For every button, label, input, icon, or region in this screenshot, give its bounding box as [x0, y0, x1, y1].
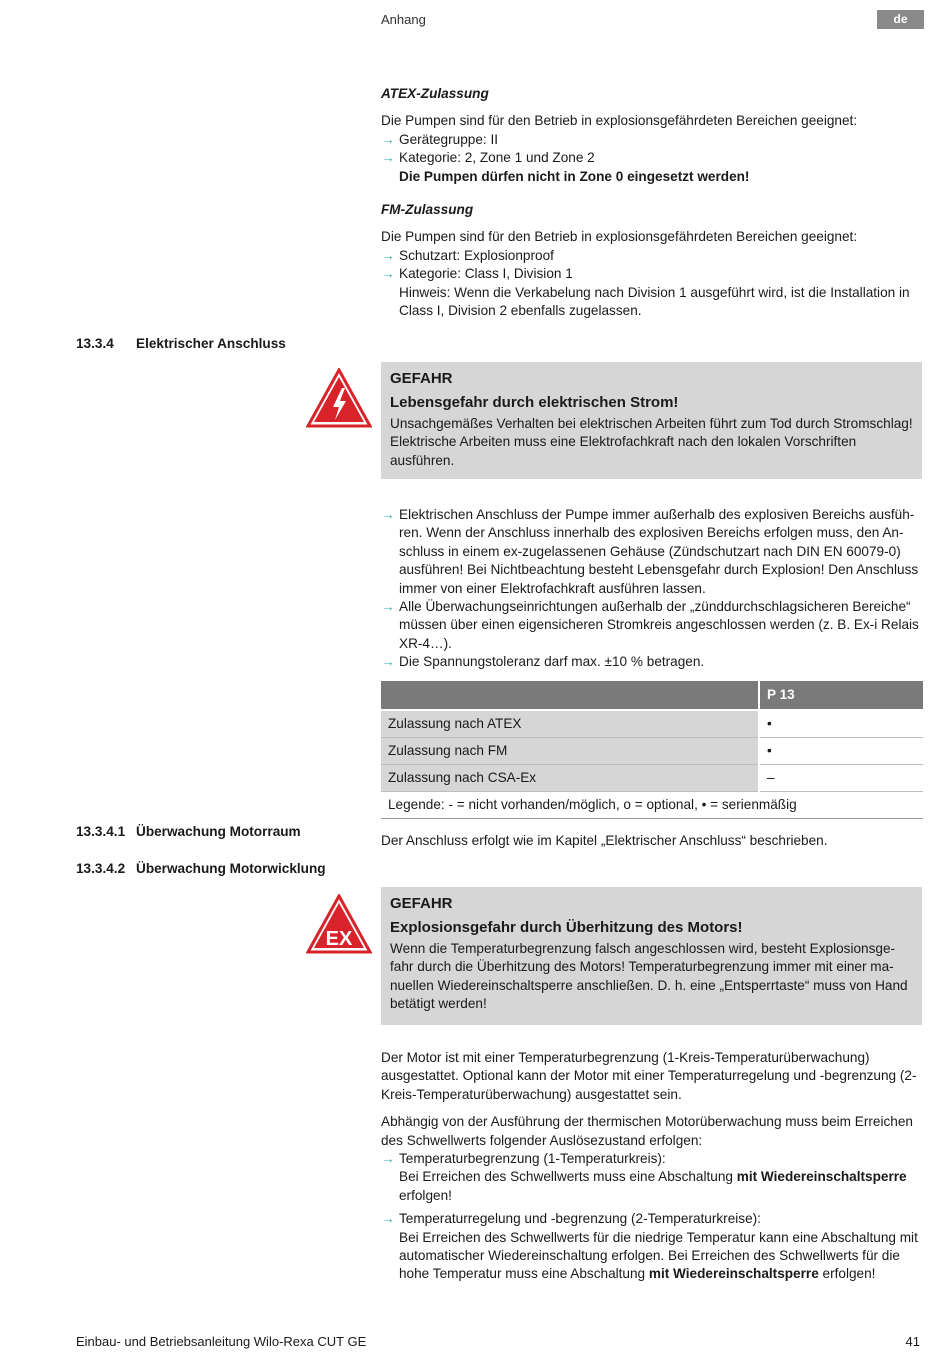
table-header-cell — [381, 681, 759, 710]
atex-heading: ATEX-Zulassung — [381, 86, 489, 101]
list-item: → Schutzart: Explosionproof — [381, 247, 923, 265]
danger-box-explosion — [381, 887, 922, 1025]
language-badge: de — [877, 10, 924, 29]
header-title: Anhang — [381, 12, 426, 27]
table-cell: Zulassung nach FM — [381, 738, 759, 765]
approval-table — [381, 681, 923, 819]
arrow-icon: → — [381, 507, 395, 522]
arrow-icon: → — [381, 599, 395, 615]
list-item: → Elektrischen Anschluss der Pumpe immer außerhalb des explosiven Bereichs ausführen. Wenn der Anschluss innerhalb des explosiven Bereichs erfolgen muss, den Anschluss in einem ex-zugelassenen Gehäuse (Zündschutzart nach DIN EN 60079-0) ausführen! Bei Nichtbeachtung besteht Lebensgefahr durch Explosion! Den Anschluss immer von einer Elektrofachkraft ausführen lassen. — [381, 507, 919, 596]
arrow-icon: → — [381, 266, 395, 282]
section-number: 13.3.4 — [76, 336, 114, 351]
danger-label: GEFAHR — [390, 370, 453, 387]
table-row — [381, 738, 923, 765]
table-cell: – — [759, 765, 923, 792]
list-item: → Kategorie: Class I, Division 1 — [381, 265, 923, 283]
page-number: 41 — [905, 1334, 920, 1349]
table-cell: Zulassung nach ATEX — [381, 710, 759, 738]
list-item: → Temperaturregelung und -begrenzung (2-Temperaturkreise): Bei Erreichen des Schwellwerts für die niedrige Temperatur kann eine Abschaltung mit automatischer Wiedereinschaltung erfolgen. Bei Erreichen des Schwellwerts für die hohe Temperatur muss eine Abschaltung mit Wiedereinschaltsperre erfolgen! — [381, 1211, 918, 1282]
table-cell: • — [759, 710, 923, 738]
list-item: → Temperaturbegrenzung (1-Temperaturkreis): Bei Erreichen des Schwellwerts muss eine Abschaltung mit Wiedereinschaltsperre erfolgen! — [381, 1151, 907, 1203]
arrow-icon: → — [381, 654, 395, 670]
danger-label: GEFAHR — [390, 895, 453, 912]
electrical-list — [381, 506, 923, 672]
table-legend: Legende: - = nicht vorhanden/möglich, o = optional, • = serienmäßig — [381, 792, 923, 819]
table-cell: Zulassung nach CSA-Ex — [381, 765, 759, 792]
table-row — [381, 765, 923, 792]
table-cell: • — [759, 738, 923, 765]
explosion-hazard-icon — [306, 894, 372, 954]
atex-note: Die Pumpen dürfen nicht in Zone 0 eingesetzt werden! — [399, 168, 750, 184]
motor-section — [381, 1049, 923, 1284]
footer-document-title: Einbau- und Betriebsanleitung Wilo-Rexa CUT GE — [76, 1334, 367, 1349]
section-number: 13.3.4.1 — [76, 824, 126, 839]
danger-title: Lebensgefahr durch elektrischen Strom! — [390, 394, 679, 412]
arrow-icon: → — [381, 247, 395, 263]
table-header-cell: P 13 — [759, 681, 923, 710]
list-item: → Alle Überwachungseinrichtungen außerhalb der „zünddurchschlagsicheren Bereiche“ müssen über einen eigensicheren Stromkreis angeschlossen werden (z. B. Ex-i Relais XR-4…). — [381, 599, 919, 651]
section-title: Elektrischer Anschluss — [136, 336, 286, 351]
section-title: Überwachung Motorraum — [136, 824, 301, 839]
danger-box-electric — [381, 362, 922, 479]
list-item: → Gerätegruppe: II — [381, 131, 923, 149]
fm-intro: Die Pumpen sind für den Betrieb in explosionsgefährdeten Bereichen geeignet: — [381, 229, 858, 245]
fm-note: Hinweis: Wenn die Verkabelung nach Division 1 ausgeführt wird, ist die Installation in Class I, Division 2 ebenfalls zugelassen. — [399, 284, 910, 319]
ex-icon-text: EX — [325, 928, 353, 950]
arrow-icon: → — [381, 131, 395, 147]
atex-block — [381, 85, 923, 186]
fm-heading: FM-Zulassung — [381, 202, 474, 217]
motor-paragraph: Der Motor ist mit einer Temperaturbegrenzung (1-Kreis-Temperaturüberwachung) ausgestattet. Optional kann der Motor mit einer Temperaturregelung und -begrenzung (2-Kreis-Temperaturüberwachung) ausgestattet sein. — [381, 1050, 917, 1102]
danger-text: Unsachgemäßes Verhalten bei elektrischen Arbeiten führt zum Tod durch Stromschlag! Elektrische Arbeiten muss eine Elektrofachkraft nach den lokalen Vorschriften ausführen. — [390, 415, 913, 468]
electric-hazard-icon — [306, 368, 372, 428]
danger-text: Wenn die Temperaturbegrenzung falsch angeschlossen wird, besteht Explosionsgefahr durch die Überhitzung des Motors! Temperaturbegrenzung immer mit einer manuellen Wiedereinschaltsperre anschließen. D. h. eine „Entsperrtaste“ muss von Hand betätigt werden! — [390, 940, 908, 1012]
arrow-icon: → — [381, 1151, 395, 1167]
arrow-icon: → — [381, 150, 395, 166]
arrow-icon: → — [381, 1211, 395, 1227]
atex-intro: Die Pumpen sind für den Betrieb in explosionsgefährdeten Bereichen geeignet: — [381, 113, 858, 129]
section-title: Überwachung Motorwicklung — [136, 861, 326, 876]
table-legend-row — [381, 792, 923, 819]
danger-title: Explosionsgefahr durch Überhitzung des Motors! — [390, 919, 743, 937]
list-item: → Die Spannungstoleranz darf max. ±10 % betragen. — [381, 653, 923, 671]
fm-block — [381, 201, 923, 320]
table-header-row — [381, 681, 923, 710]
table-row — [381, 710, 923, 738]
motorraum-text: Der Anschluss erfolgt wie im Kapitel „Elektrischer Anschluss“ beschrieben. — [381, 833, 828, 848]
list-item: → Kategorie: 2, Zone 1 und Zone 2 — [381, 149, 923, 167]
section-number: 13.3.4.2 — [76, 861, 126, 876]
motor-paragraph: Abhängig von der Ausführung der thermischen Motorüberwachung muss beim Erreichen des Schwellwerts folgender Auslösezustand erfolgen: — [381, 1114, 913, 1148]
